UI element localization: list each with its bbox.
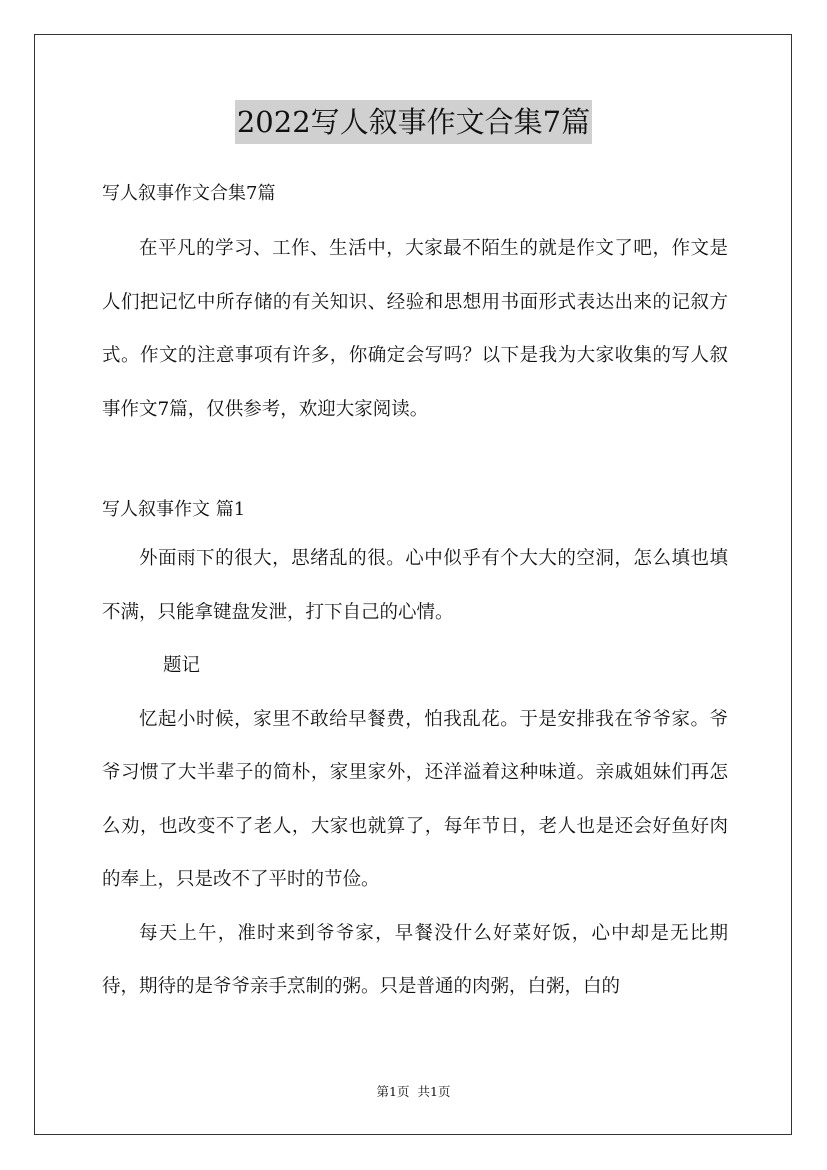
body-paragraph: 忆起小时候，家里不敢给早餐费，怕我乱花。于是安排我在爷爷家。爷爷习惯了大半辈子的简朴，家里家外，还洋溢着这种味道。亲戚姐妹们再怎么劝，也改变不了老人，大家也就算了，每年节日，老人也是还会好鱼好肉的奉上，只是改不了平时的节俭。 (102, 708, 728, 890)
epigraph-label: 题记 (163, 655, 201, 676)
page-total: 共1页 (417, 1084, 451, 1099)
page-footer (0, 1083, 827, 1101)
document-title-wrap (0, 100, 827, 144)
section-gap (102, 436, 728, 488)
document-subtitle: 写人叙事作文合集7篇 (102, 183, 276, 204)
page-number: 第1页 (376, 1084, 410, 1099)
intro-paragraph: 在平凡的学习、工作、生活中，大家最不陌生的就是作文了吧，作文是人们把记忆中所存储的有关知识、经验和思想用书面形式表达出来的记叙方式。作文的注意事项有许多，你确定会写吗？以下是我为大家收集的写人叙事作文7篇，仅供参考，欢迎大家阅读。 (102, 238, 728, 420)
document-title: 2022写人叙事作文合集7篇 (235, 100, 592, 144)
document-body (102, 172, 728, 1014)
body-paragraph: 外面雨下的很大，思绪乱的很。心中似乎有个大大的空洞，怎么填也填不满，只能拿键盘发泄，打下自己的心情。 (102, 548, 728, 623)
section-heading: 写人叙事作文 篇1 (102, 499, 246, 520)
body-paragraph: 每天上午，准时来到爷爷家，早餐没什么好菜好饭，心中却是无比期待，期待的是爷爷亲手烹制的粥。只是普通的肉粥，白粥，白的 (102, 922, 728, 997)
